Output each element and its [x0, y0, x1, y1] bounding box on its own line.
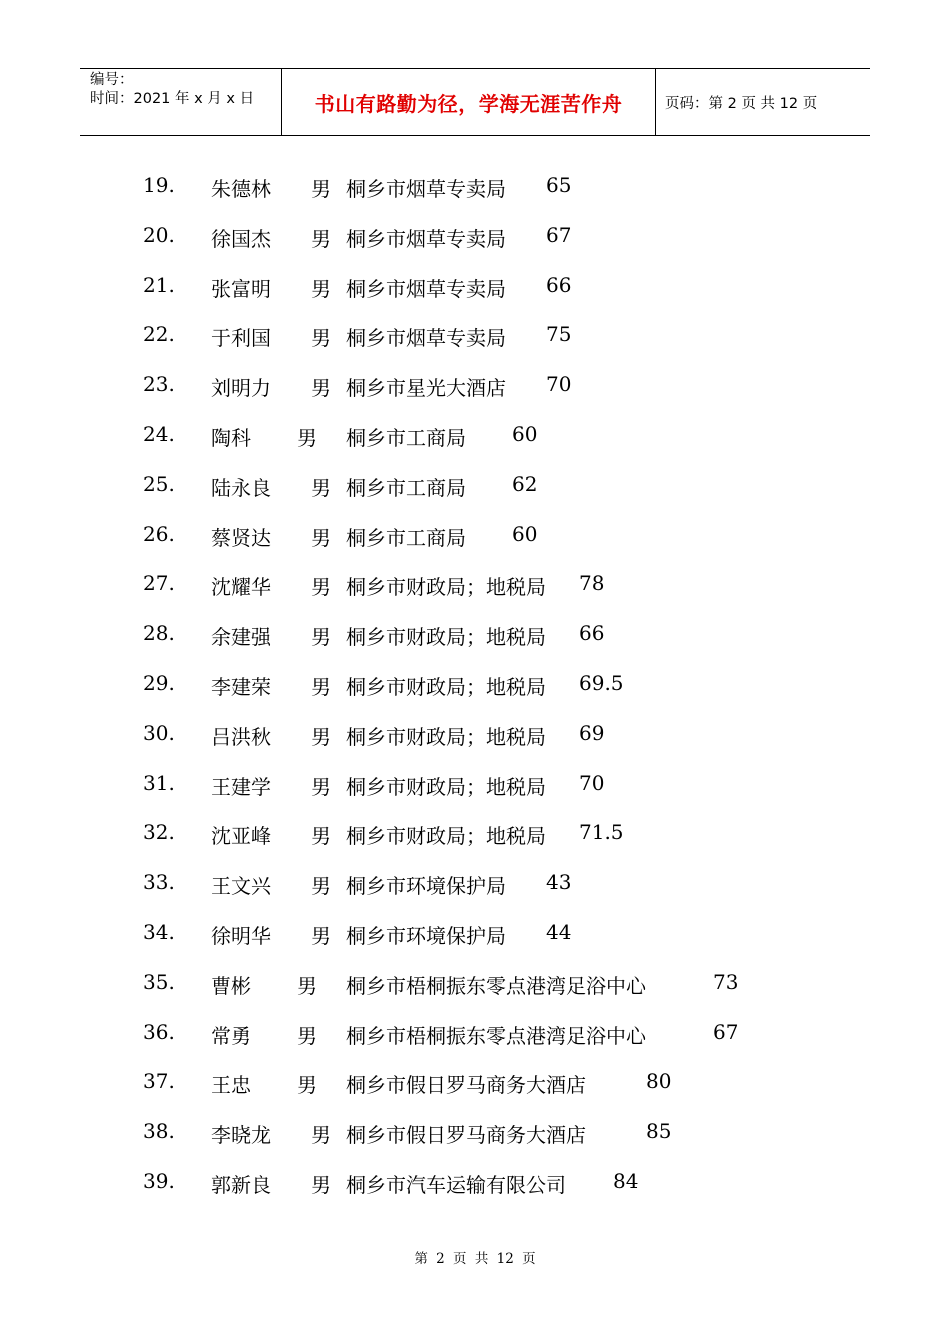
- list-item: [0, 1156, 950, 1206]
- row-gender: 男: [311, 276, 331, 301]
- row-gender: 男: [297, 425, 317, 450]
- row-name: 郭新良: [211, 1172, 271, 1197]
- row-score: 66: [546, 272, 572, 297]
- list-item: [0, 1056, 950, 1106]
- row-number: 31.: [143, 770, 175, 795]
- row-name: 徐明华: [211, 923, 271, 948]
- row-number: 26.: [143, 521, 175, 546]
- row-name: 王忠: [211, 1073, 251, 1098]
- row-number: 20.: [143, 222, 175, 247]
- row-score: 67: [546, 222, 572, 247]
- row-organization: 桐乡市财政局；地税局: [346, 625, 546, 650]
- row-organization: 桐乡市财政局；地税局: [346, 824, 546, 849]
- list-item: [0, 807, 950, 857]
- row-score: 80: [646, 1069, 672, 1094]
- row-gender: 男: [297, 1073, 317, 1098]
- row-gender: 男: [311, 674, 331, 699]
- row-gender: 男: [311, 376, 331, 401]
- row-number: 29.: [143, 670, 175, 695]
- row-organization: 桐乡市烟草专卖局: [346, 177, 506, 201]
- row-number: 25.: [143, 471, 175, 496]
- row-number: 28.: [143, 621, 175, 646]
- row-number: 35.: [143, 969, 175, 994]
- row-number: 33.: [143, 870, 175, 895]
- list-item: [0, 160, 950, 210]
- row-number: 24.: [143, 421, 175, 446]
- row-number: 36.: [143, 1019, 175, 1044]
- row-score: 69: [579, 720, 605, 745]
- row-score: 44: [546, 919, 572, 944]
- time-label: 时间：2021 年 x 月 x 日: [90, 91, 255, 107]
- list-item: [0, 708, 950, 758]
- row-number: 32.: [143, 820, 175, 845]
- row-gender: 男: [311, 326, 331, 351]
- row-gender: 男: [311, 475, 331, 500]
- row-name: 吕洪秋: [211, 724, 271, 749]
- row-score: 71.5: [579, 820, 624, 845]
- row-organization: 桐乡市财政局；地税局: [346, 774, 546, 799]
- row-gender: 男: [297, 973, 317, 998]
- row-name: 李建荣: [211, 674, 271, 699]
- row-gender: 男: [311, 525, 331, 550]
- list-item: [0, 459, 950, 509]
- row-gender: 男: [311, 625, 331, 650]
- row-name: 曹彬: [211, 973, 251, 998]
- row-gender: 男: [297, 1023, 317, 1048]
- row-organization: 桐乡市工商局: [346, 425, 466, 450]
- list-item: [0, 857, 950, 907]
- row-name: 刘明力: [211, 376, 271, 401]
- list-item: [0, 957, 950, 1007]
- row-name: 李晓龙: [211, 1123, 271, 1148]
- row-number: 19.: [143, 173, 175, 197]
- row-score: 65: [546, 173, 572, 197]
- row-number: 27.: [143, 571, 175, 596]
- list-item: [0, 309, 950, 359]
- row-organization: 桐乡市环境保护局: [346, 923, 506, 948]
- row-score: 60: [512, 421, 538, 446]
- row-organization: 桐乡市烟草专卖局: [346, 326, 506, 351]
- list-item: [0, 260, 950, 310]
- row-organization: 桐乡市假日罗马商务大酒店: [346, 1123, 586, 1148]
- row-organization: 桐乡市烟草专卖局: [346, 226, 506, 251]
- list-item: [0, 608, 950, 658]
- row-name: 王文兴: [211, 874, 271, 899]
- row-organization: 桐乡市工商局: [346, 525, 466, 550]
- row-name: 于利国: [211, 326, 271, 351]
- roster-list: [0, 160, 950, 1206]
- header-meta: [80, 69, 282, 135]
- row-organization: 桐乡市财政局；地税局: [346, 575, 546, 600]
- list-item: [0, 509, 950, 559]
- row-number: 21.: [143, 272, 175, 297]
- row-name: 余建强: [211, 625, 271, 650]
- row-number: 34.: [143, 919, 175, 944]
- row-gender: 男: [311, 177, 331, 201]
- row-gender: 男: [311, 724, 331, 749]
- row-number: 37.: [143, 1069, 175, 1094]
- row-number: 38.: [143, 1119, 175, 1144]
- list-item: [0, 658, 950, 708]
- row-score: 69.5: [579, 670, 624, 695]
- code-label: 编号：: [90, 72, 134, 88]
- row-organization: 桐乡市财政局；地税局: [346, 724, 546, 749]
- row-name: 沈耀华: [211, 575, 271, 600]
- list-item: [0, 558, 950, 608]
- row-organization: 桐乡市烟草专卖局: [346, 276, 506, 301]
- list-item: [0, 907, 950, 957]
- row-score: 84: [613, 1168, 639, 1193]
- page-header: [80, 68, 870, 136]
- row-score: 66: [579, 621, 605, 646]
- row-score: 85: [646, 1119, 672, 1144]
- row-gender: 男: [311, 774, 331, 799]
- row-score: 60: [512, 521, 538, 546]
- row-organization: 桐乡市梧桐振东零点港湾足浴中心: [346, 973, 646, 998]
- row-organization: 桐乡市财政局；地税局: [346, 674, 546, 699]
- page-footer: 第 2 页 共 12 页: [414, 1251, 536, 1267]
- row-organization: 桐乡市梧桐振东零点港湾足浴中心: [346, 1023, 646, 1048]
- row-name: 张富明: [211, 276, 271, 301]
- row-name: 沈亚峰: [211, 824, 271, 849]
- row-organization: 桐乡市汽车运输有限公司: [346, 1172, 566, 1197]
- row-score: 73: [713, 969, 739, 994]
- list-item: [0, 409, 950, 459]
- row-score: 67: [713, 1019, 739, 1044]
- row-name: 陶科: [211, 425, 251, 450]
- row-number: 23.: [143, 372, 175, 397]
- row-gender: 男: [311, 226, 331, 251]
- row-name: 常勇: [211, 1023, 251, 1048]
- row-score: 62: [512, 471, 538, 496]
- row-number: 39.: [143, 1168, 175, 1193]
- row-organization: 桐乡市假日罗马商务大酒店: [346, 1073, 586, 1098]
- row-name: 陆永良: [211, 475, 271, 500]
- row-score: 43: [546, 870, 572, 895]
- row-score: 75: [546, 322, 572, 347]
- list-item: [0, 1106, 950, 1156]
- row-gender: 男: [311, 1172, 331, 1197]
- row-number: 22.: [143, 322, 175, 347]
- list-item: [0, 359, 950, 409]
- row-organization: 桐乡市星光大酒店: [346, 376, 506, 401]
- list-item: [0, 1007, 950, 1057]
- header-page-info: 页码：第 2 页 共 12 页: [665, 95, 818, 112]
- row-gender: 男: [311, 874, 331, 899]
- list-item: [0, 758, 950, 808]
- row-name: 徐国杰: [211, 226, 271, 251]
- row-organization: 桐乡市环境保护局: [346, 874, 506, 899]
- row-score: 70: [579, 770, 605, 795]
- list-item: [0, 210, 950, 260]
- row-score: 70: [546, 372, 572, 397]
- row-name: 蔡贤达: [211, 525, 271, 550]
- header-motto: 书山有路勤为径，学海无涯苦作舟: [282, 69, 656, 135]
- row-gender: 男: [311, 923, 331, 948]
- row-name: 王建学: [211, 774, 271, 799]
- row-gender: 男: [311, 1123, 331, 1148]
- row-gender: 男: [311, 575, 331, 600]
- row-gender: 男: [311, 824, 331, 849]
- row-score: 78: [579, 571, 605, 596]
- row-number: 30.: [143, 720, 175, 745]
- row-organization: 桐乡市工商局: [346, 475, 466, 500]
- row-name: 朱德林: [211, 177, 271, 201]
